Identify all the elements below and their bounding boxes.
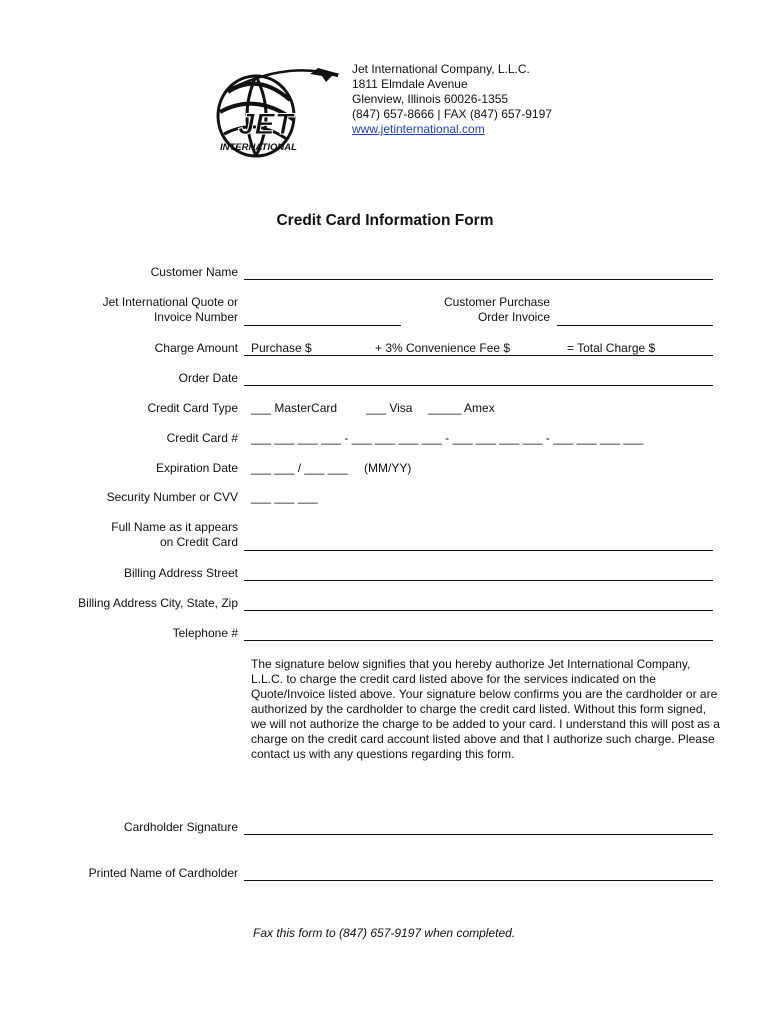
expiration-field[interactable]: ___ ___ / ___ ___ — [251, 461, 348, 475]
card-number-label: Credit Card # — [166, 431, 238, 445]
expiration-format: (MM/YY) — [364, 461, 412, 475]
purchase-amount-text: Purchase $ — [251, 341, 312, 355]
visa-option[interactable]: ___ Visa — [366, 401, 413, 415]
company-street: 1811 Elmdale Avenue — [352, 77, 468, 91]
billing-city-field[interactable] — [244, 610, 713, 611]
customer-name-label: Customer Name — [150, 265, 238, 279]
card-number-field[interactable]: ___ ___ ___ ___ - ___ ___ ___ ___ - ___ ___ ___ ___ - ___ ___ ___ ___ — [251, 431, 644, 445]
company-phone-fax: (847) 657-8666 | FAX (847) 657-9197 — [352, 107, 552, 121]
quote-invoice-field[interactable] — [244, 325, 401, 326]
billing-street-field[interactable] — [244, 580, 713, 581]
expiration-label: Expiration Date — [155, 461, 238, 475]
telephone-label: Telephone # — [172, 626, 238, 640]
purchase-order-label: Customer Purchase Order Invoice — [443, 295, 550, 324]
authorization-paragraph: The signature below signifies that you hereby authorize Jet International Company, L.L.C. to charge the credit card listed above for the services indicated on the Quote/Invoice listed above. Your signature below confirms you are the cardholder or are authorized by the cardholder to charge the credit card listed. Without this form signed, we will not authorize the charge to be added to your card. I understand this will post as a charge on the credit card account listed above and that I authorize such charge. Please contact us with any questions regarding this form. — [251, 657, 720, 761]
cvv-label: Security Number or CVV — [106, 490, 238, 504]
quote-invoice-label: Jet International Quote or Invoice Number — [102, 295, 238, 324]
order-date-label: Order Date — [178, 371, 238, 385]
fax-instruction: Fax this form to (847) 657-9197 when completed. — [253, 926, 516, 940]
full-name-field[interactable] — [244, 550, 713, 551]
globe-airplane-logo-icon — [198, 62, 348, 172]
company-city: Glenview, Illinois 60026-1355 — [352, 92, 509, 106]
convenience-fee-text: + 3% Convenience Fee $ — [375, 341, 511, 355]
company-address-block — [352, 62, 552, 137]
company-website-link[interactable]: www.jetinternational.com — [352, 122, 485, 136]
total-charge-text: = Total Charge $ — [567, 341, 656, 355]
customer-name-field[interactable] — [244, 279, 713, 280]
billing-city-label: Billing Address City, State, Zip — [78, 596, 238, 610]
form-title: Credit Card Information Form — [276, 212, 494, 229]
amex-option[interactable]: _____ Amex — [428, 401, 495, 415]
cvv-field[interactable]: ___ ___ ___ — [251, 490, 318, 504]
card-type-label: Credit Card Type — [147, 401, 238, 415]
signature-label: Cardholder Signature — [123, 820, 238, 834]
billing-street-label: Billing Address Street — [123, 566, 238, 580]
order-date-field[interactable] — [244, 385, 713, 386]
charge-amount-label: Charge Amount — [154, 341, 238, 355]
company-name: Jet International Company, L.L.C. — [352, 62, 530, 76]
full-name-label: Full Name as it appears on Credit Card — [111, 520, 238, 549]
logo-jet-text: JET — [238, 108, 294, 141]
mastercard-option[interactable]: ___ MasterCard — [251, 401, 338, 415]
telephone-field[interactable] — [244, 640, 713, 641]
company-logo — [198, 62, 348, 172]
printed-name-label: Printed Name of Cardholder — [88, 866, 238, 880]
purchase-order-field[interactable] — [557, 325, 713, 326]
printed-name-field[interactable] — [244, 880, 713, 881]
signature-field[interactable] — [244, 834, 713, 835]
logo-international-text: INTERNATIONAL — [220, 142, 297, 153]
charge-amount-field[interactable] — [244, 355, 713, 356]
